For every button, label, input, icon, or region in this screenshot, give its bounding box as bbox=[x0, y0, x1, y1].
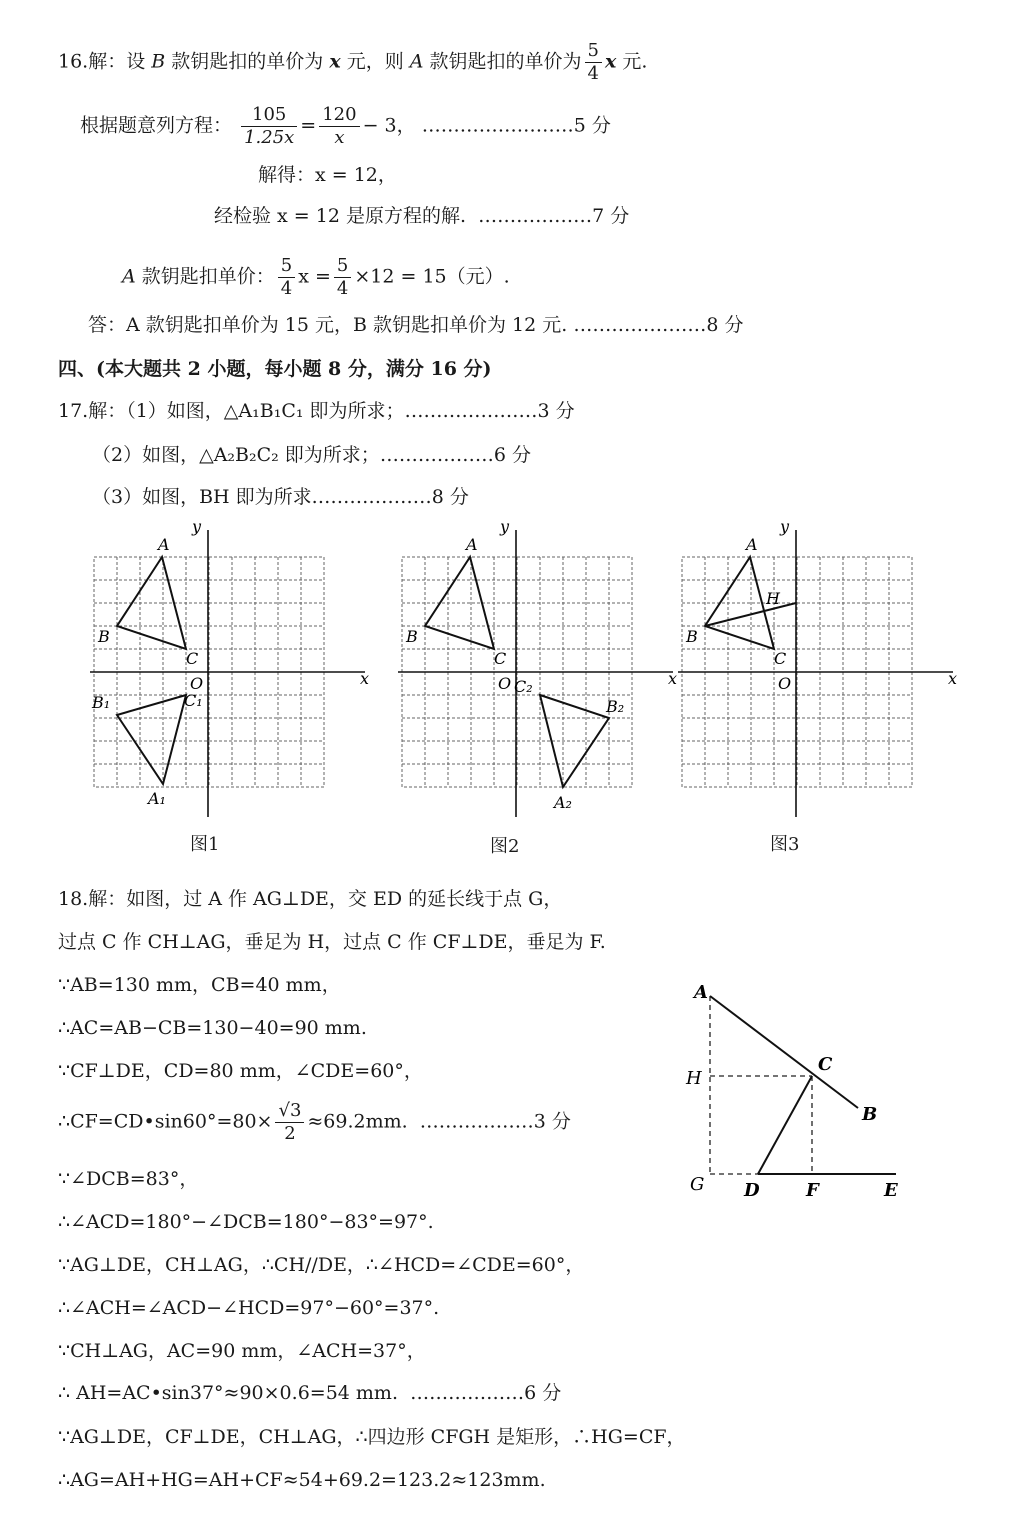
fraction: $\frac{5}{4}$ bbox=[585, 40, 602, 85]
fig18-label-f: F bbox=[806, 1180, 819, 1201]
fig18-label-h: H bbox=[686, 1068, 702, 1089]
label-a2: A₂ bbox=[554, 793, 572, 812]
q16-line-3: 解得：x = 12， bbox=[258, 164, 397, 186]
label-c1: C₁ bbox=[184, 691, 203, 710]
origin-label: O bbox=[498, 674, 512, 693]
q18-line-1: 18.解：如图，过 A 作 AG⊥DE，交 ED 的延长线于点 G， bbox=[58, 888, 563, 910]
label-b: B bbox=[98, 627, 110, 646]
q18-line-7: ∵∠DCB=83°， bbox=[58, 1168, 199, 1190]
q18-line-4: ∴AC=AB−CB=130−40=90 mm. bbox=[58, 1017, 367, 1039]
q18-line-11: ∵CH⊥AG，AC=90 mm，∠ACH=37°， bbox=[58, 1340, 426, 1362]
y-axis-label: y bbox=[500, 517, 510, 536]
fig18-label-b: B bbox=[862, 1104, 878, 1125]
fig18-label-d: D bbox=[744, 1180, 760, 1201]
fig18-label-c: C bbox=[818, 1054, 833, 1075]
q18-line-8: ∴∠ACD=180°−∠DCB=180°−83°=97°. bbox=[58, 1211, 434, 1233]
label-b: B bbox=[686, 627, 698, 646]
origin-label: O bbox=[190, 674, 204, 693]
label-a: A bbox=[466, 535, 478, 554]
q16-line-5: A 款钥匙扣单价： $\frac{5}{4}$ x = $\frac{5}{4}$ ×12 = 15（元）. bbox=[122, 255, 510, 299]
q18-line-3: ∵AB=130 mm，CB=40 mm， bbox=[58, 974, 341, 996]
y-axis-label: y bbox=[192, 517, 202, 536]
label-a1: A₁ bbox=[148, 789, 166, 808]
q18-line-9: ∵AG⊥DE，CH⊥AG，∴CH//DE，∴∠HCD=∠CDE=60°， bbox=[58, 1254, 585, 1276]
y-axis-label: y bbox=[780, 517, 790, 536]
figure-2 bbox=[388, 512, 688, 832]
segment-dc bbox=[758, 1076, 812, 1174]
x-axis-label: x bbox=[360, 669, 370, 688]
origin-label: O bbox=[778, 674, 792, 693]
label-b2: B₂ bbox=[606, 697, 625, 716]
q17-line-3: （3）如图，BH 即为所求.………………8 分 bbox=[92, 486, 469, 508]
label-c: C bbox=[774, 649, 787, 668]
caption-figure-3: 图3 bbox=[770, 834, 800, 855]
segment-ab bbox=[710, 996, 858, 1108]
caption-figure-1: 图1 bbox=[190, 834, 220, 855]
fig18-label-e: E bbox=[884, 1180, 898, 1201]
fraction: $\frac{105}{1.25x}$ bbox=[241, 104, 297, 149]
q16-line-1: 16.解：设 B 款钥匙扣的单价为 x 元，则 A 款钥匙扣的单价为 $\frac{5}{4}$ x 元. bbox=[58, 40, 648, 84]
label-a: A bbox=[158, 535, 170, 554]
label-c2: C₂ bbox=[514, 677, 533, 696]
label-h: H bbox=[766, 589, 780, 608]
q18-line-6: ∴CF=CD•sin60°=80× $\frac{√3}{2}$ ≈69.2mm. ………………3 分 bbox=[58, 1100, 571, 1144]
label-b: B bbox=[406, 627, 418, 646]
fig18-label-g: G bbox=[690, 1174, 705, 1195]
q18-line-13: ∵AG⊥DE，CF⊥DE，CH⊥AG，∴四边形 CFGH 是矩形，∴HG=CF， bbox=[58, 1426, 686, 1448]
q18-line-12: ∴ AH=AC•sin37°≈90×0.6=54 mm. ………………6 分 bbox=[58, 1382, 562, 1404]
section-4-heading: 四、(本大题共 2 小题，每小题 8 分，满分 16 分) bbox=[58, 358, 492, 380]
triangle-a1b1c1 bbox=[117, 695, 186, 784]
q18-line-10: ∴∠ACH=∠ACD−∠HCD=97°−60°=37°. bbox=[58, 1297, 440, 1319]
figure-3 bbox=[668, 512, 968, 832]
fig18-label-a: A bbox=[694, 982, 708, 1003]
q18-line-14: ∴AG=AH+HG=AH+CF≈54+69.2=123.2≈123mm. bbox=[58, 1469, 546, 1491]
x-axis-label: x bbox=[668, 669, 678, 688]
caption-figure-2: 图2 bbox=[490, 836, 520, 857]
figure-q18 bbox=[680, 976, 920, 1206]
x-axis-label: x bbox=[948, 669, 958, 688]
fraction: $\frac{5}{4}$ bbox=[334, 255, 351, 300]
label-a: A bbox=[746, 535, 758, 554]
q16-line-4: 经检验 x = 12 是原方程的解. ………………7 分 bbox=[214, 205, 630, 227]
q16-answer: 答：A 款钥匙扣单价为 15 元，B 款钥匙扣单价为 12 元. …………………8 分 bbox=[88, 314, 744, 336]
label-b1: B₁ bbox=[92, 693, 111, 712]
q17-line-1: 17.解：（1）如图，△A₁B₁C₁ 即为所求；…………………3 分 bbox=[58, 400, 575, 422]
q18-line-5: ∵CF⊥DE，CD=80 mm，∠CDE=60°， bbox=[58, 1060, 423, 1082]
figure-1 bbox=[80, 512, 380, 832]
label-c: C bbox=[186, 649, 199, 668]
q16-line-2: 根据题意列方程： $\frac{105}{1.25x}$ = $\frac{120}{x}$ − 3， ……………………5 分 bbox=[80, 104, 611, 148]
q18-line-2: 过点 C 作 CH⊥AG，垂足为 H，过点 C 作 CF⊥DE，垂足为 F. bbox=[58, 931, 606, 953]
q17-line-2: （2）如图，△A₂B₂C₂ 即为所求；………………6 分 bbox=[92, 444, 531, 466]
fraction: $\frac{120}{x}$ bbox=[319, 104, 359, 149]
fraction: $\frac{√3}{2}$ bbox=[275, 1100, 304, 1145]
fraction: $\frac{5}{4}$ bbox=[278, 255, 295, 300]
label-c: C bbox=[494, 649, 507, 668]
